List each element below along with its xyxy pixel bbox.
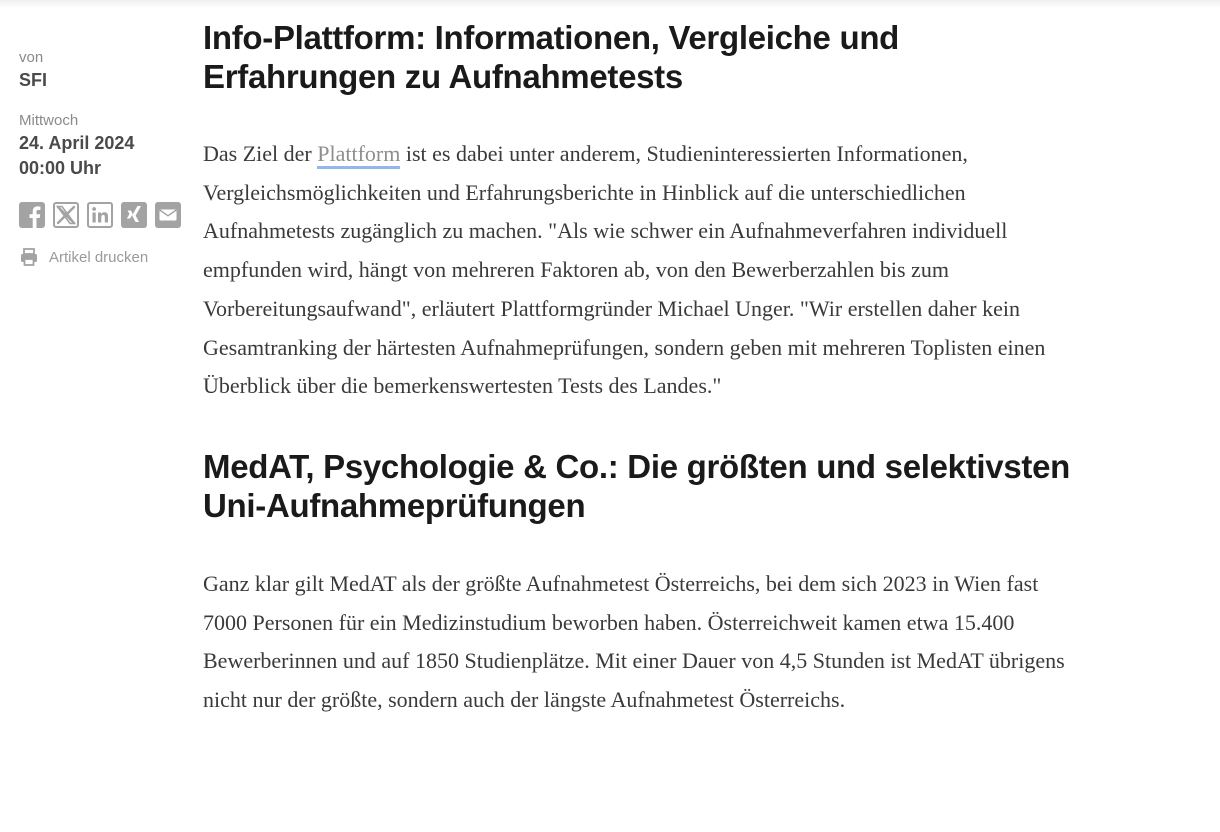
facebook-icon[interactable] [19,202,45,228]
publish-date: 24. April 2024 [19,133,135,153]
paragraph-text-after-link: ist es dabei unter anderem, Studieninteressierten Informationen, Vergleichsmöglichkeiten und Erfahrungsberichte in Hinblick auf die unterschiedlichen Aufnahmetests zugänglich zu machen. "Als wie schwer ein Aufnahmeverfahren individuell empfunden wird, hängt von mehreren Faktoren ab, von den Bewerberzahlen bis zum Vorbereitungsaufwand", erläutert Plattformgründer Michael Unger. "Wir erstellen daher kein Gesamtranking der härtesten Aufnahmeprüfungen, sondern geben mit mehreren Toplisten einen Überblick über die bemerkenswertesten Tests des Landes." [203,141,1046,399]
mail-icon[interactable] [155,202,181,228]
linkedin-icon[interactable] [87,202,113,228]
paragraph-medat: Ganz klar gilt MedAT als der größte Aufnahmetest Österreichs, bei dem sich 2023 in Wien fast 7000 Personen für ein Medizinstudium beworben haben. Österreichweit kamen etwa 15.400 Bewerberinnen und auf 1850 Studienplätze. Mit einer Dauer von 4,5 Stunden ist MedAT übrigens nicht nur der größte, sondern auch der längste Aufnahmetest Österreichs. [203,570,1065,713]
print-article-button[interactable] [19,247,189,267]
x-icon[interactable] [53,202,79,228]
weekday-label: Mittwoch [19,112,79,129]
author-label: von [19,49,44,66]
paragraph-platform-goal [203,135,1073,406]
paragraph-text-before-link: Das Ziel der [203,141,318,166]
xing-icon[interactable] [121,202,147,228]
article-meta-sidebar [19,48,189,267]
share-buttons [19,202,189,228]
article-body [203,18,1073,720]
printer-icon [19,247,39,267]
publish-time: 00:00 Uhr [19,158,102,178]
platform-link[interactable]: Plattform [317,141,400,169]
author-name: SFI [19,70,48,90]
header-shadow [0,0,1220,8]
print-label: Artikel drucken [49,248,149,266]
section-heading-info-platform: Info-Plattform: Informationen, Vergleiche und Erfahrungen zu Aufnahmetests [203,19,900,95]
section-heading-medat: MedAT, Psychologie & Co.: Die größten und selektivsten Uni-Aufnahmeprüfungen [203,447,1070,524]
